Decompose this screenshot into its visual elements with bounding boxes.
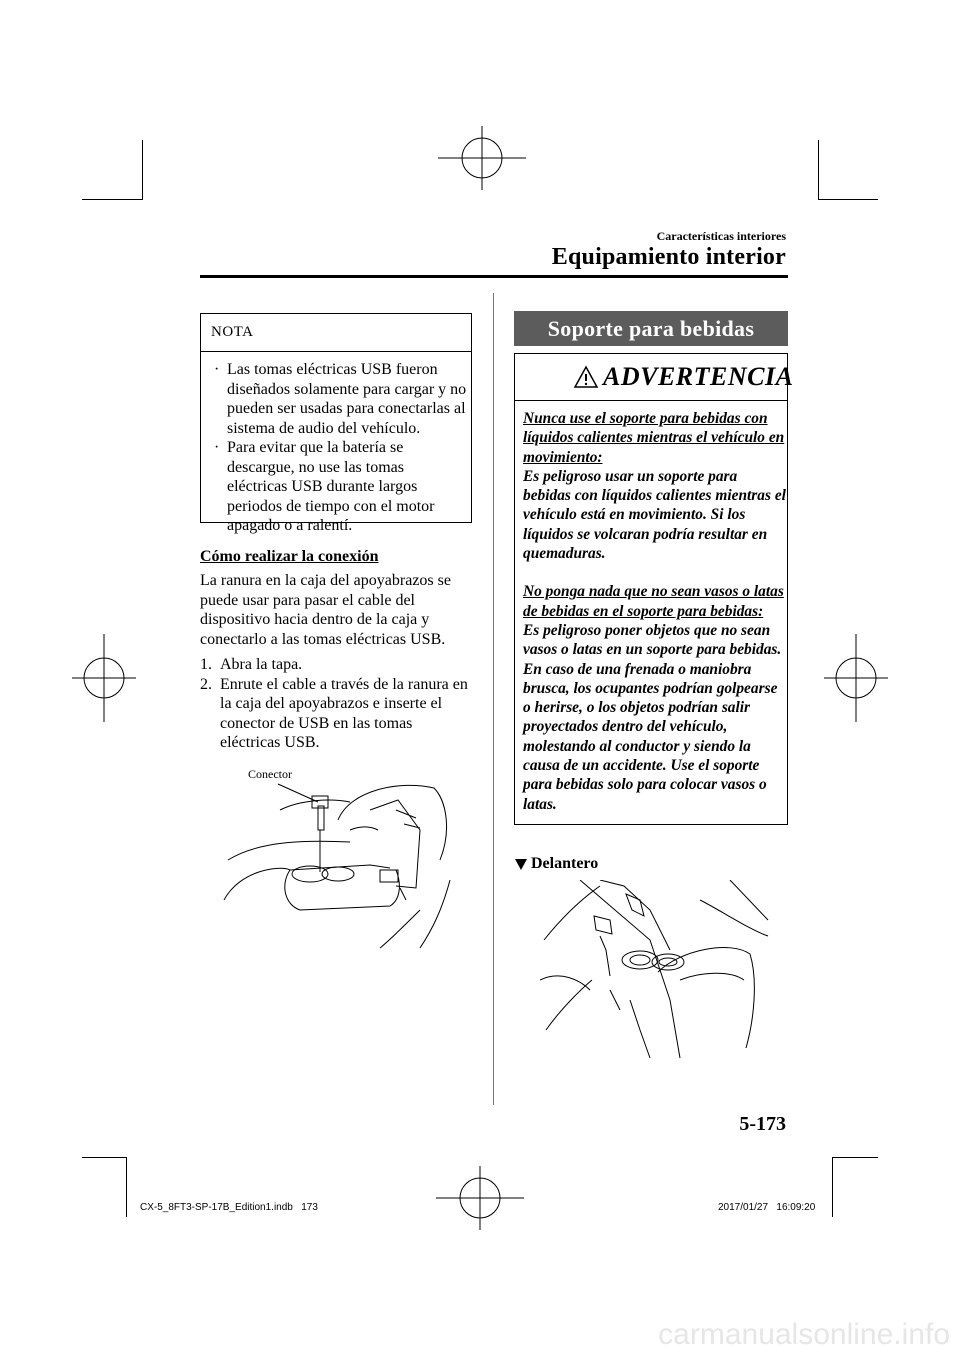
- step-item: [200, 655, 472, 675]
- crosshair-right-icon: [824, 634, 888, 722]
- watermark: carmanualsonline.info: [658, 1318, 950, 1351]
- note-list: [213, 360, 468, 536]
- front-cupholder-illustration: [540, 880, 770, 1060]
- figure-label-conector: Conector: [248, 767, 292, 781]
- column-divider: [493, 293, 494, 1105]
- step-item: [200, 675, 472, 753]
- note-item: · Las tomas eléctricas USB fueron diseñados solamente para cargar y no pueden ser usadas para conectarlas al sistema de audio del vehículo.: [213, 360, 468, 438]
- crosshair-bottom-icon: [436, 1166, 524, 1230]
- note-item: · Para evitar que la batería se descargue, no use las tomas eléctricas USB durante largos periodos de tiempo con el motor apagado o a ralentí.: [213, 438, 468, 536]
- footer-file-info: CX-5_8FT3-SP-17B_Edition1.indb 173: [140, 1202, 318, 1213]
- warning-box: [514, 353, 794, 825]
- page-title: Equipamiento interior: [551, 244, 786, 270]
- note-box: [200, 313, 472, 534]
- step-number: 1.: [200, 656, 212, 673]
- warning-triangle-icon: [573, 365, 599, 389]
- connection-heading: Cómo realizar la conexión: [200, 548, 379, 565]
- triangle-down-icon: [514, 857, 528, 871]
- page-number: 5-173: [739, 1113, 786, 1135]
- warning-2-heading: No ponga nada que no sean vasos o latas de bebidas en el soporte para bebidas:: [523, 583, 784, 620]
- warning-2-body-1: Es peligroso poner objetos que no sean vasos o latas en un soporte para bebidas.: [523, 621, 782, 659]
- crosshair-left-icon: [72, 634, 136, 722]
- warning-1-body: Es peligroso usar un soporte para bebidas con líquidos calientes mientras el vehículo está en movimiento. Si los líquidos se volcaran podría resultar en quemaduras.: [523, 467, 786, 563]
- warning-2-body-2: En caso de una frenada o maniobra brusca, los ocupantes podrían golpearse o herirse, o los objetos podrían salir proyectados dentro del vehículo, molestando al conductor y siendo la causa de un accidente. Use el soporte para bebidas solo para colocar vasos o latas.: [523, 660, 778, 813]
- header-rule: [200, 275, 788, 278]
- warning-1-heading: Nunca use el soporte para bebidas con líquidos calientes mientras el vehículo en movimiento:: [523, 410, 785, 466]
- subheading-delantero: Delantero: [531, 855, 599, 872]
- step-text: Enrute el cable a través de la ranura en la caja del apoyabrazos e inserte el conector de USB en las tomas eléctricas USB.: [220, 675, 468, 751]
- note-divider: [201, 351, 471, 352]
- step-text: Abra la tapa.: [220, 656, 303, 673]
- footer-timestamp: 2017/01/27 16:09:20: [718, 1202, 816, 1213]
- warning-title: ADVERTENCIA: [603, 362, 794, 391]
- warning-body: [523, 409, 787, 814]
- crosshair-top-icon: [438, 126, 526, 190]
- connection-paragraph: La ranura en la caja del apoyabrazos se puede usar para pasar el cable del dispositivo hacia dentro de la caja y conectarlo a las tomas eléctricas USB.: [200, 572, 451, 648]
- header-section-label: Características interiores: [656, 229, 786, 243]
- note-title: NOTA: [211, 324, 254, 340]
- step-number: 2.: [200, 675, 212, 693]
- connection-steps: [200, 655, 472, 753]
- armrest-usb-illustration: [220, 770, 470, 950]
- section-title-cupholder: Soporte para bebidas: [514, 311, 788, 346]
- warning-header: [515, 354, 794, 401]
